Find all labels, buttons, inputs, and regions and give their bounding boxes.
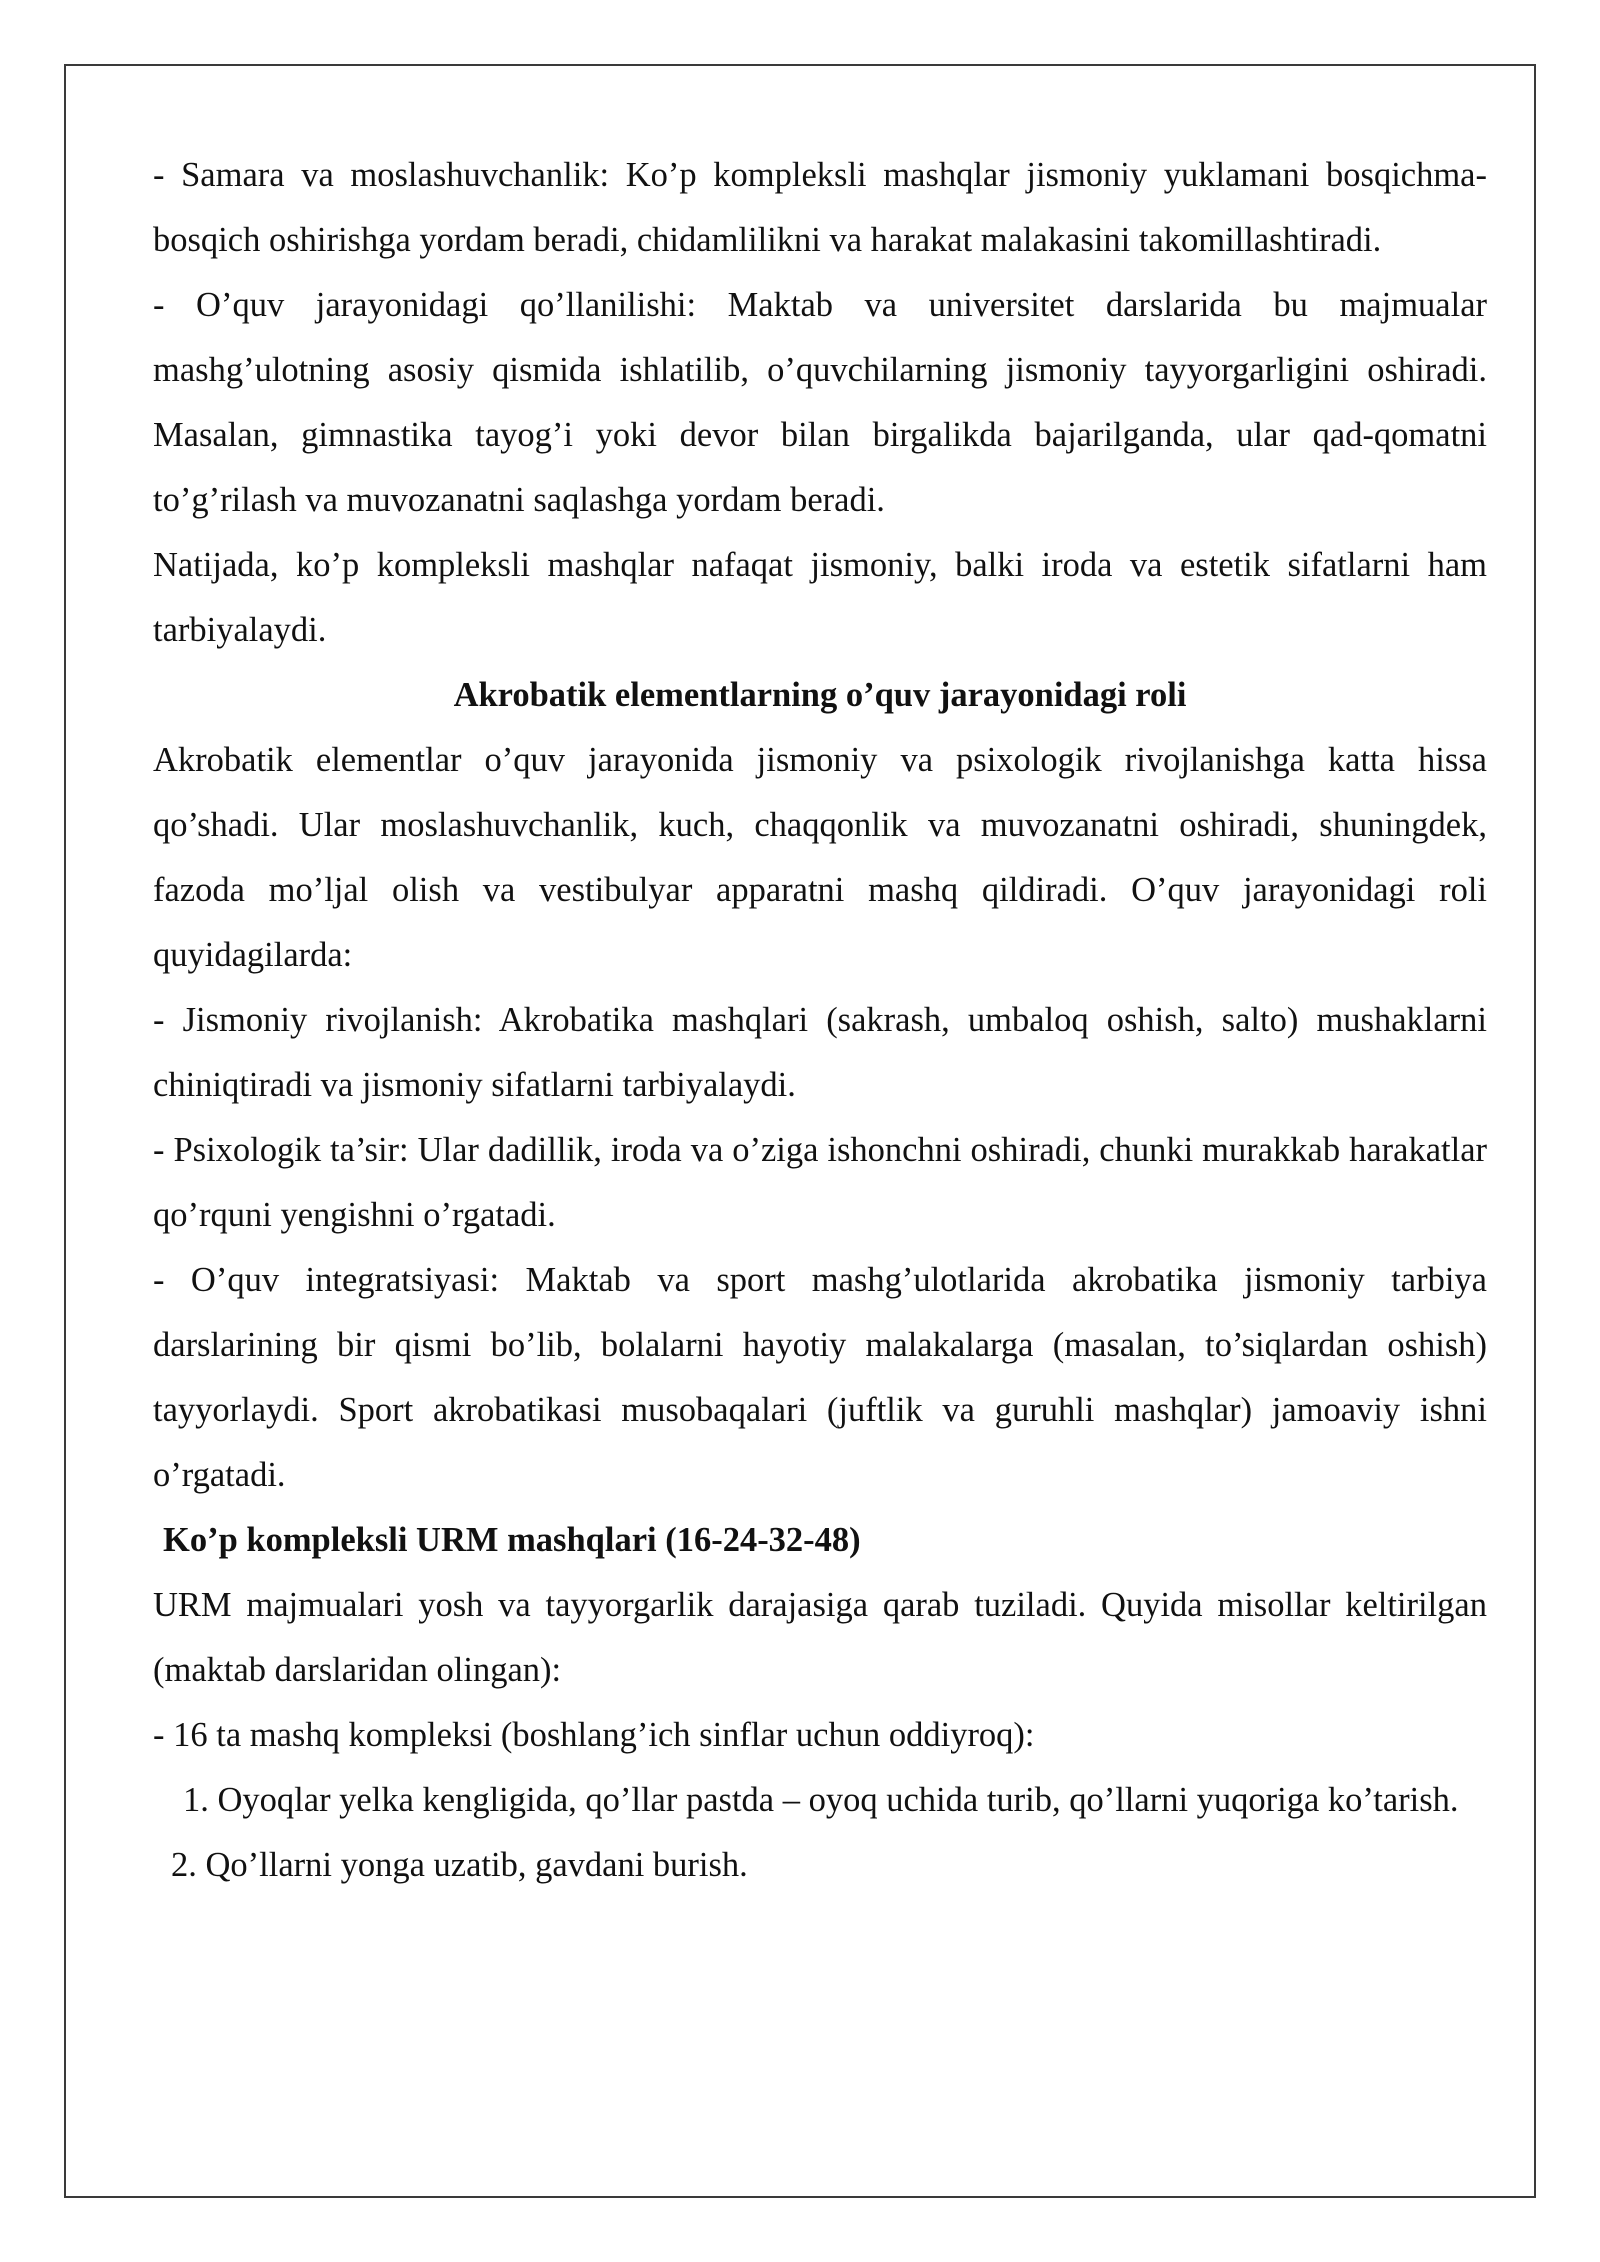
section-heading-urm: Ko’p kompleksli URM mashqlari (16-24-32-48) (163, 1521, 861, 1559)
paragraph-acrobatics-intro: Akrobatik elementlar o’quv jarayonida jismoniy va psixologik rivojlanishga katta hissa qo’shadi. Ular moslashuvchanlik, kuch, chaqqonlik va muvozanatni oshiradi, shuningdek, fazoda mo’ljal olish va vestibulyar apparatni mashq qildiradi. O’quv jarayonidagi roli quyidagilarda: (153, 741, 1487, 974)
paragraph-application: - O’quv jarayonidagi qo’llanilishi: Maktab va universitet darslarida bu majmualar mashg’ulotning asosiy qismida ishlatilib, o’quvchilarning jismoniy tayyorgarligini oshiradi. Masalan, gimnastika tayog’i yoki devor bilan birgalikda bajarilganda, ular qad-qomatni to’g’rilash va muvozanatni saqlashga yordam beradi. (153, 286, 1487, 519)
paragraph-physical-development: - Jismoniy rivojlanish: Akrobatika mashqlari (sakrash, umbaloq oshish, salto) mushaklarni chiniqtiradi va jismoniy sifatlarni tarbiyalaydi. (153, 1001, 1487, 1104)
list-item: 1. Oyoqlar yelka kengligida, qo’llar pastda – oyoq uchida turib, qo’llarni yuqoriga ko’tarish. (183, 1781, 1459, 1819)
paragraph-psychological-effect: - Psixologik ta’sir: Ular dadillik, iroda va o’ziga ishonchni oshiradi, chunki murakkab harakatlar qo’rquni yengishni o’rgatadi. (153, 1131, 1487, 1234)
list-item: 2. Qo’llarni yonga uzatib, gavdani burish. (171, 1846, 748, 1884)
paragraph-conclusion: Natijada, ko’p kompleksli mashqlar nafaqat jismoniy, balki iroda va estetik sifatlarni ham tarbiyalaydi. (153, 546, 1487, 649)
paragraph-educational-integration: - O’quv integratsiyasi: Maktab va sport mashg’ulotlarida akrobatika jismoniy tarbiya darslarining bir qismi bo’lib, bolalarni hayotiy malakalarga (masalan, to’siqlardan oshish) tayyorlaydi. Sport akrobatikasi musobaqalari (juftlik va guruhli mashqlar) jamoaviy ishni o’rgatadi. (153, 1261, 1487, 1494)
paragraph-efficiency: - Samara va moslashuvchanlik: Ko’p kompleksli mashqlar jismoniy yuklamani bosqichma-bosqich oshirishga yordam beradi, chidamlilikni va harakat malakasini takomillashtiradi. (153, 156, 1487, 259)
document-body (153, 143, 1487, 1898)
section-heading-acrobatics: Akrobatik elementlarning o’quv jarayonidagi roli (453, 676, 1187, 714)
list-title: - 16 ta mashq kompleksi (boshlang’ich sinflar uchun oddiyroq): (153, 1716, 1035, 1754)
paragraph-urm-intro: URM majmualari yosh va tayyorgarlik darajasiga qarab tuziladi. Quyida misollar keltirilgan (maktab darslaridan olingan): (153, 1586, 1487, 1689)
